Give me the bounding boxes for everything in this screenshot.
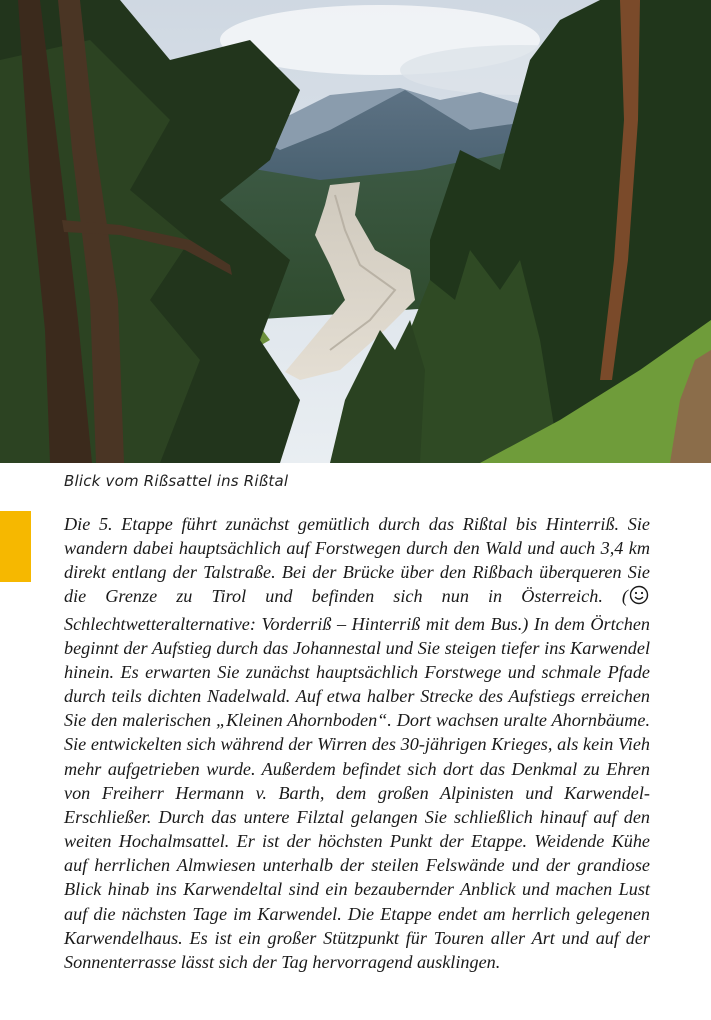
paragraph-part-2: Schlechtwetteralternative: Vorderriß – Hinterriß mit dem Bus.) In dem Örtchen beginnt der Aufstieg durch das Johannestal und Sie steigen tiefer ins Karwendel hinein. Es erwarten Sie zunächst hauptsächlich Forstwege und schmale Pfade durch teils dichten Nadelwald. Auf etwa halber Strecke des Aufstiegs erreichen Sie den malerischen „Kleinen Ahornboden“. Dort wachsen uralte Ahornbäume. Sie entwickelten sich während der Wirren des 30-jährigen Krieges, als kein Vieh mehr aufgetrieben wurde. Außerdem befindet sich dort das Denkmal zu Ehren von Freiherr Hermann v. Barth, dem großen Alpinisten und Karwendel-Erschließer. Durch das untere Filztal gelangen Sie schließlich hinauf auf den weiten Hochalmsattel. Er ist der höchsten Punkt der Etappe. Weidende Kühe auf herrlichen Almwiesen unterhalb der steilen Felswände und der grandiose Blick hinab ins Karwendeltal sind ein bezaubernder Anblick und machen Lust auf die nächsten Tage im Karwendel. Die Etappe endet am herrlich gelegenen Karwendelhaus. Es ist ein großer Stützpunkt für Touren aller Art und auf der Sonnenterrasse lässt sich der Tag hervorragend ausklingen. bbox=[64, 613, 650, 972]
smiley-icon bbox=[629, 585, 649, 611]
landscape-photo bbox=[0, 0, 711, 463]
stage-description bbox=[64, 512, 650, 974]
photo-caption: Blick vom Rißsattel ins Rißtal bbox=[64, 472, 289, 490]
paragraph-part-1: Die 5. Etappe führt zunächst gemütlich durch das Rißtal bis Hinterriß. Sie wandern dabei hauptsächlich auf Forstwegen durch den Wald und auch 3,4 km direkt entlang der Talstraße. Bei der Brücke über den Rißbach überqueren Sie die Grenze zu Tirol und befinden sich nun in Österreich. ( bbox=[64, 514, 650, 607]
chapter-tab-marker bbox=[0, 511, 31, 582]
